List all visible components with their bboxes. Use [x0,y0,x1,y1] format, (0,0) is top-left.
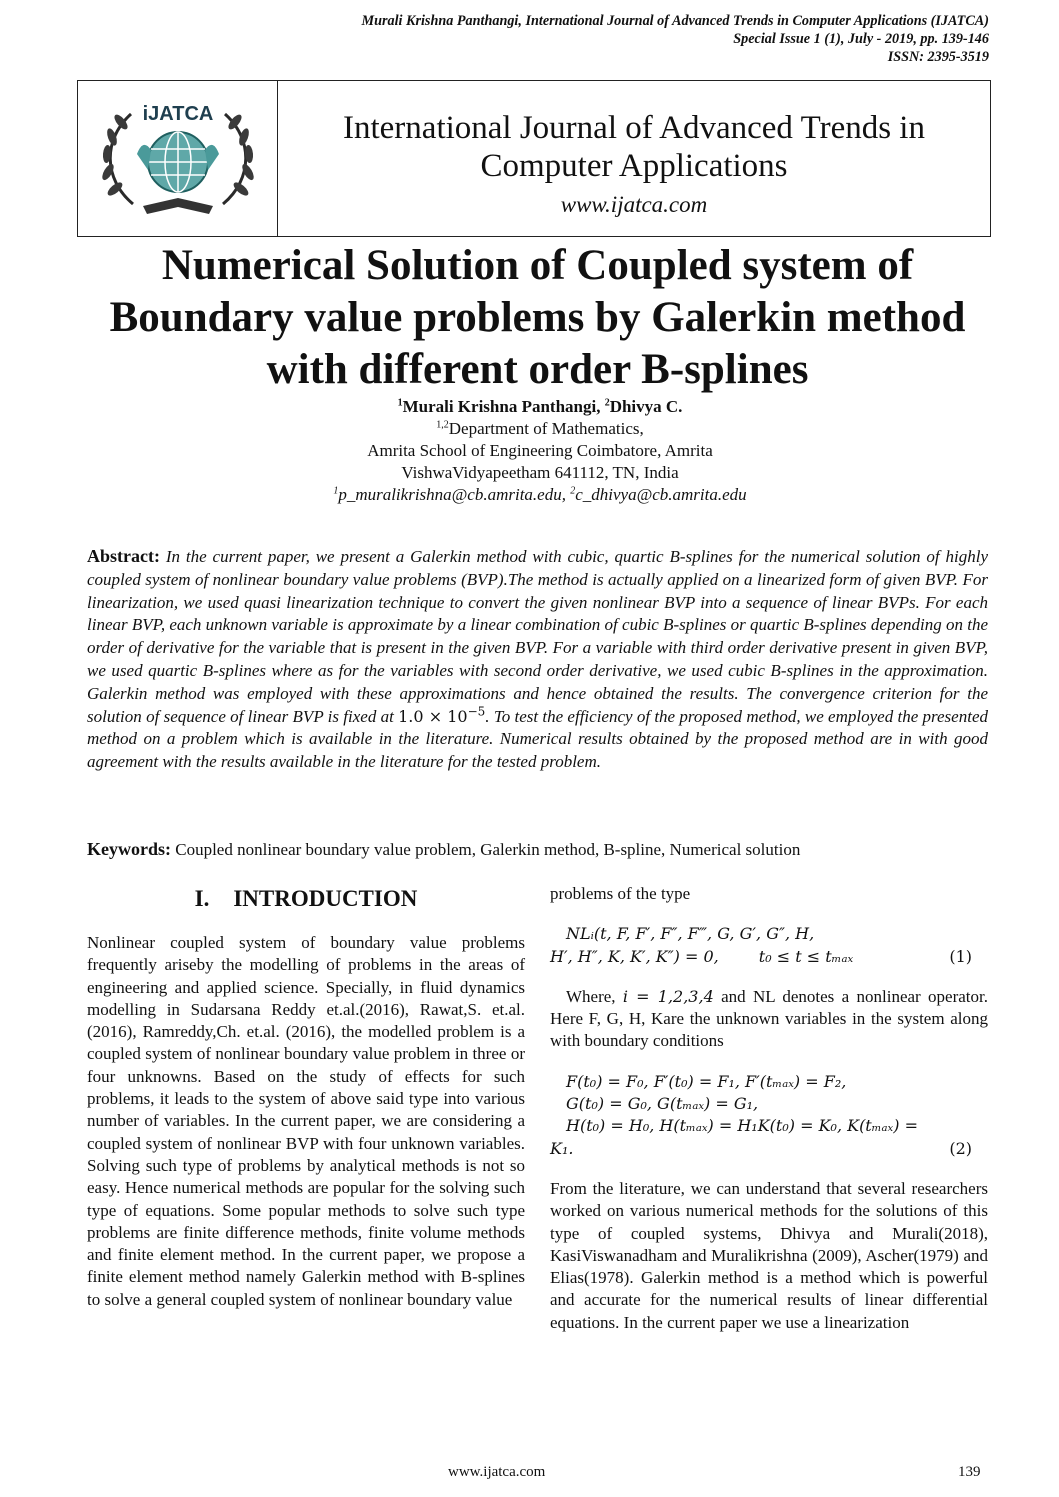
journal-banner [77,80,991,237]
title-line2: Boundary value problems by Galerkin method [109,294,966,341]
section-heading-introduction: I. INTRODUCTION [194,886,418,911]
paper-title [60,240,1015,396]
abstract-label: Abstract: [87,546,160,566]
problems-lead: problems of the type [550,884,691,903]
where-paragraph: Where, i = 1,2,3,4 and NL denotes a nonlinear operator. Here F, G, H, Kare the unknown variables in the system along with boundary conditions [550,986,988,1051]
keywords-text: Coupled nonlinear boundary value problem, Galerkin method, B-spline, Numerical solution [171,840,801,859]
author-emails[interactable]: $^1$p_muralikrishna@cb.amrita.edu, $^2$c_dhivya@cb.amrita.edu [333,485,747,504]
left-column [87,885,525,1311]
title-line1: Numerical Solution of Coupled system of [161,242,914,289]
author-block [160,396,920,506]
equation-1: NLᵢ(t, F, F′, F″, F‴, G, G′, G″, H, H′, H″, K, K′, K″) = 0, t₀ ≤ t ≤ tₘₐₓ (1) [550,924,972,966]
right-column [550,883,988,1334]
literature-paragraph: From the literature, we can understand that several researchers worked on various numerical methods for the solutions of this type of coupled systems, Dhivya and Murali(2018), KasiViswanadham and Muralikrishna (2009), Ascher(1979) and Elias(1978). Galerkin method is a method which is powerful and accurate for the numerical results of linear differential equations. In the current paper we use a linearization [550,1178,988,1332]
page-number: 139 [958,1464,981,1480]
footer-url[interactable]: www.ijatca.com [448,1464,546,1480]
keywords [87,838,988,861]
abstract [87,545,988,774]
university: VishwaVidyapeetham 641112, TN, India [401,463,679,482]
running-head [89,12,989,66]
svg-text:iJATCA: iJATCA [142,102,213,125]
laurel-globe-logo-icon [93,94,263,224]
school: Amrita School of Engineering Coimbatore, Amrita [367,441,713,460]
tolerance-value: $1.0 \times 10^{-5}$ [398,704,486,726]
author-names: $^1$Murali Krishna Panthangi, $^2$Dhivya C. [397,397,683,416]
running-head-line1: Murali Krishna Panthangi, International Journal of Advanced Trends in Computer Applications (IJATCA) [361,13,989,29]
running-head-line2: Special Issue 1 (1), July - 2019, pp. 139-146 [733,31,989,47]
abstract-text-b: . To test the efficiency of the proposed method, we employed the presented method on a problem which is available in the literature. Numerical results obtained by the proposed method are in with good agreement with the results available in the literature for the tested problem. [87,706,988,772]
banner-text [278,81,990,236]
journal-url[interactable]: www.ijatca.com [560,192,708,217]
equation-2: F(t₀) = F₀, F′(t₀) = F₁, F′(tₘₐₓ) = F₂, G(t₀) = G₀, G(tₘₐₓ) = G₁, H(t₀) = H₀, H(tₘₐₓ) = H₁K(t₀) = K₀, K(tₘₐₓ) = K₁. (2) [550,1071,972,1158]
journal-logo [78,81,278,236]
intro-paragraph: Nonlinear coupled system of boundary value problems frequently ariseby the modelling of problems in the areas of engineering and applied science. Specially, in fluid dynamics modelling in Sudarsana Reddy et.al.(2016), Rawat,S. et.al. (2016), Ramreddy,Ch. et.al. (2016), the modelled problem is a coupled system of nonlinear boundary value problem in three or four unknowns. Based on the study of effects for such problems, it leads to the system of above said type into various number of variables. In the current paper, we are considering a coupled system of nonlinear BVP with four unknown variables. Solving such type of problems by analytical methods is not so easy. Hence numerical methods are popular for the solving such type of equations. Some popular methods to solve such type problems are finite difference methods, finite volume methods and finite element method. In the current paper, we propose a finite element method namely Galerkin method with B-splines to solve a general coupled system of nonlinear boundary value [87,933,525,1309]
title-line3: with different order B-splines [266,346,809,393]
journal-name-line1: International Journal of Advanced Trends in [343,110,925,146]
keywords-label: Keywords: [87,839,171,859]
journal-name-line2: Computer Applications [480,148,788,184]
abstract-text-a: In the current paper, we present a Galerkin method with cubic, quartic B-splines for the numerical solution of highly coupled system of nonlinear boundary value problems (BVP).The method is actually applied on a linearized form of given BVP. For linearization, we used quasi linearization technique to convert the given nonlinear BVP into a sequence of linear BVPs. For each linear BVP, each unknown variable is approximate by a linear combination of cubic B-splines or quartic B-splines depending on the order of derivative for the variable that is present in the given BVP. For a variable with third order derivative present in given BVP, we used quartic B-splines where as for the variables with second order derivative, we used cubic B-splines in the approximation. Galerkin method was employed with these approximations and hence obtained the results. The convergence criterion for the solution of sequence of linear BVP is fixed at [87,547,988,726]
running-head-line3: ISSN: 2395-3519 [887,49,989,65]
department: $^{1,2}$Department of Mathematics, [436,419,644,438]
